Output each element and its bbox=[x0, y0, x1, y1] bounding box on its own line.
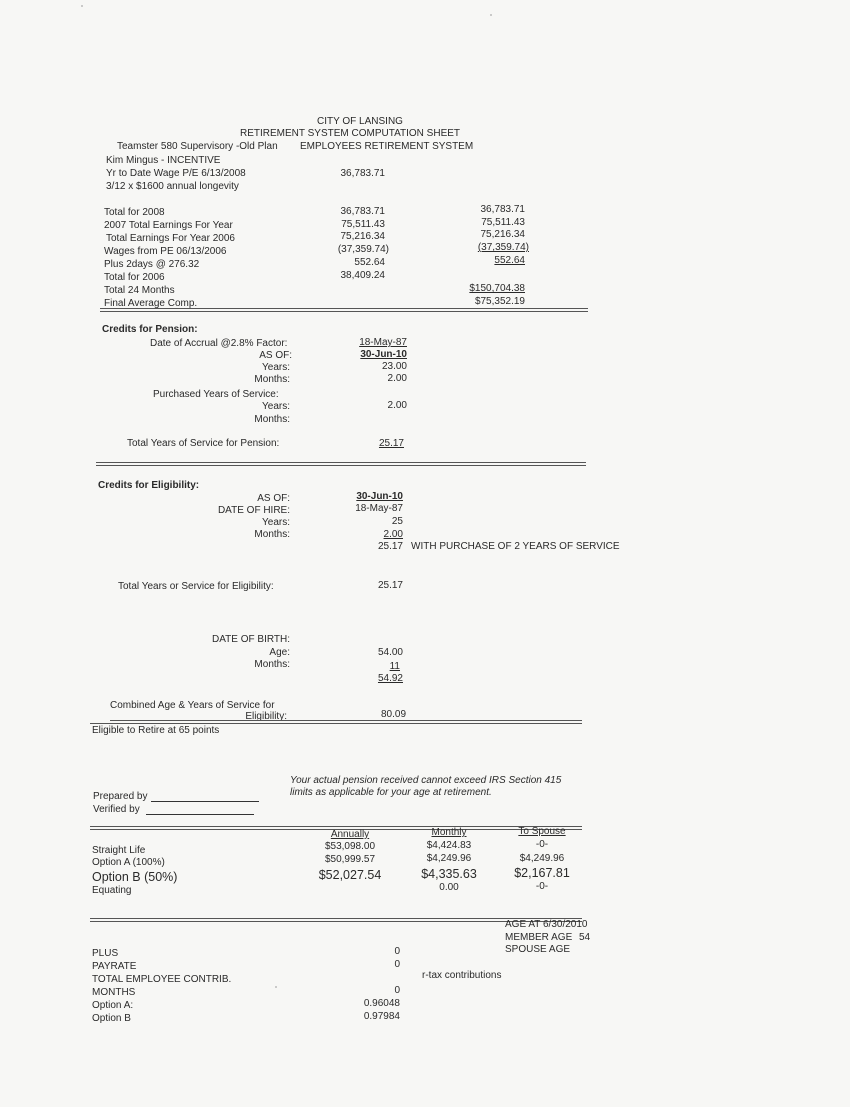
elig-total-label: Total Years or Service for Eligibility: bbox=[118, 581, 274, 592]
option-spouse: $2,167.81 bbox=[514, 866, 570, 880]
option-b-label: Option B bbox=[92, 1013, 131, 1024]
earnings-label: Total 24 Months bbox=[104, 285, 175, 296]
eligibility-section-title: Credits for Eligibility: bbox=[98, 480, 200, 491]
pension-asof-label: AS OF: bbox=[259, 350, 292, 361]
employee-contrib-label: TOTAL EMPLOYEE CONTRIB. bbox=[92, 974, 232, 985]
ytd-wage-value: 36,783.71 bbox=[340, 168, 385, 179]
sheet-title: RETIREMENT SYSTEM COMPUTATION SHEET bbox=[240, 128, 461, 139]
hire-date-value: 18-May-87 bbox=[355, 503, 403, 514]
option-label: Option B (50%) bbox=[92, 870, 178, 884]
accrual-label: Date of Accrual @2.8% Factor: bbox=[150, 338, 288, 349]
earnings-col1: (37,359.74) bbox=[337, 244, 389, 255]
plan-name: Teamster 580 Supervisory -Old Plan bbox=[117, 141, 278, 152]
scan-speck bbox=[490, 14, 492, 16]
earnings-label: Total for 2008 bbox=[104, 207, 165, 218]
elig-years-label: Years: bbox=[262, 517, 290, 528]
elig-asof-value: 30-Jun-10 bbox=[356, 491, 403, 502]
option-a-value: 0.96048 bbox=[363, 998, 400, 1009]
employee-name: Kim Mingus - INCENTIVE bbox=[106, 155, 221, 166]
prepared-by-line bbox=[151, 801, 259, 802]
monthly-header: Monthly bbox=[431, 827, 467, 838]
rtax-note: r-tax contributions bbox=[422, 970, 502, 981]
accrual-value: 18-May-87 bbox=[359, 337, 407, 348]
pension-total-value: 25.17 bbox=[378, 438, 404, 449]
city-title: CITY OF LANSING bbox=[317, 116, 403, 127]
system-name: EMPLOYEES RETIREMENT SYSTEM bbox=[300, 141, 474, 152]
option-monthly: $4,335.63 bbox=[421, 867, 477, 881]
earnings-col1: 75,511.43 bbox=[341, 219, 385, 230]
scan-speck bbox=[275, 986, 277, 988]
earnings-label: 2007 Total Earnings For Year bbox=[104, 220, 233, 231]
earnings-col2: 75,511.43 bbox=[481, 217, 525, 228]
payrate-value: 0 bbox=[394, 959, 400, 970]
annually-header: Annually bbox=[330, 829, 370, 840]
earnings-col2: $150,704.38 bbox=[469, 283, 525, 294]
member-age-label: MEMBER AGE bbox=[505, 932, 573, 943]
earnings-col2: (37,359.74) bbox=[477, 242, 529, 253]
elig-months-label: Months: bbox=[254, 529, 290, 540]
earnings-col1: 552.64 bbox=[354, 257, 385, 268]
prepared-by-label: Prepared by bbox=[93, 791, 148, 802]
longevity-note: 3/12 x $1600 annual longevity bbox=[106, 181, 239, 192]
age-value: 54.00 bbox=[377, 647, 403, 658]
option-annual: $53,098.00 bbox=[324, 841, 376, 852]
option-a-label: Option A: bbox=[92, 1000, 134, 1011]
option-monthly: $4,249.96 bbox=[426, 853, 472, 864]
purchased-service-label: Purchased Years of Service: bbox=[153, 389, 279, 400]
divider bbox=[96, 465, 586, 466]
final-average-label: Final Average Comp. bbox=[104, 298, 198, 309]
months-label: MONTHS bbox=[92, 987, 136, 998]
spouse-age-label: SPOUSE AGE bbox=[505, 944, 571, 955]
pension-asof-value: 30-Jun-10 bbox=[360, 349, 407, 360]
earnings-label: Total Earnings For Year 2006 bbox=[106, 233, 235, 244]
earnings-col1: 38,409.24 bbox=[340, 270, 385, 281]
divider bbox=[100, 311, 588, 312]
option-spouse: -0- bbox=[535, 881, 549, 892]
divider bbox=[96, 462, 586, 463]
combined-label-2: Eligibility: bbox=[245, 711, 287, 722]
combined-label: Combined Age & Years of Service for bbox=[110, 700, 275, 711]
option-b-value: 0.97984 bbox=[363, 1011, 400, 1022]
option-monthly: $4,424.83 bbox=[426, 840, 472, 851]
verified-by-label: Verified by bbox=[93, 804, 140, 815]
earnings-col1: 75,216.34 bbox=[340, 231, 385, 242]
elig-years-value: 25 bbox=[391, 516, 403, 527]
months-value: 0 bbox=[394, 985, 400, 996]
option-annual: $52,027.54 bbox=[318, 868, 382, 882]
irs-notice-line2: limits as applicable for your age at retirement. bbox=[290, 787, 492, 798]
earnings-label: Wages from PE 06/13/2006 bbox=[104, 246, 227, 257]
divider bbox=[100, 308, 588, 309]
purchase-note: WITH PURCHASE OF 2 YEARS OF SERVICE bbox=[411, 541, 620, 552]
elig-asof-label: AS OF: bbox=[257, 493, 290, 504]
divider bbox=[110, 720, 582, 721]
age-months-label: Months: bbox=[254, 659, 290, 670]
option-label: Option A (100%) bbox=[92, 857, 165, 868]
earnings-col2: 36,783.71 bbox=[480, 204, 525, 215]
plus-value: 0 bbox=[394, 946, 400, 957]
ytd-wage-label: Yr to Date Wage P/E 6/13/2008 bbox=[106, 168, 246, 179]
hire-date-label: DATE OF HIRE: bbox=[217, 505, 290, 516]
option-monthly: 0.00 bbox=[439, 882, 459, 893]
dob-label: DATE OF BIRTH: bbox=[212, 634, 290, 645]
elig-purchase-value: 25.17 bbox=[377, 541, 403, 552]
option-annual: $50,999.57 bbox=[324, 854, 376, 865]
elig-months-value: 2.00 bbox=[383, 529, 403, 540]
combined-value: 80.09 bbox=[381, 709, 407, 720]
pension-years-value: 23.00 bbox=[381, 361, 407, 372]
pension-months-label: Months: bbox=[254, 374, 290, 385]
age-at-label: AGE AT 6/30/2010 bbox=[505, 919, 588, 930]
verified-by-line bbox=[146, 814, 254, 815]
age-total-value: 54.92 bbox=[377, 673, 403, 684]
earnings-col2: 552.64 bbox=[494, 255, 525, 266]
member-age-value: 54 bbox=[579, 932, 591, 943]
option-label: Equating bbox=[92, 885, 132, 896]
irs-notice-line1: Your actual pension received cannot exceed IRS Section 415 bbox=[290, 775, 562, 786]
divider bbox=[90, 723, 582, 724]
eligible-note: Eligible to Retire at 65 points bbox=[92, 725, 220, 736]
option-spouse: $4,249.96 bbox=[519, 853, 565, 864]
earnings-label: Total for 2006 bbox=[104, 272, 165, 283]
age-months-value: 11 bbox=[389, 661, 400, 672]
plus-label: PLUS bbox=[92, 948, 119, 959]
elig-total-value: 25.17 bbox=[377, 580, 403, 591]
purchased-years-value: 2.00 bbox=[387, 400, 407, 411]
payrate-label: PAYRATE bbox=[92, 961, 137, 972]
final-average-value: $75,352.19 bbox=[474, 296, 525, 307]
earnings-col1: 36,783.71 bbox=[340, 206, 385, 217]
earnings-label: Plus 2days @ 276.32 bbox=[104, 259, 200, 270]
age-label: Age: bbox=[269, 647, 290, 658]
purchased-months-label: Months: bbox=[254, 414, 290, 425]
pension-section-title: Credits for Pension: bbox=[102, 324, 198, 335]
option-spouse: -0- bbox=[535, 839, 549, 850]
pension-years-label: Years: bbox=[262, 362, 290, 373]
option-label: Straight Life bbox=[92, 845, 146, 856]
scan-speck bbox=[81, 5, 83, 7]
pension-total-label: Total Years of Service for Pension: bbox=[127, 438, 280, 449]
pension-months-value: 2.00 bbox=[387, 373, 407, 384]
earnings-col2: 75,216.34 bbox=[480, 229, 525, 240]
to-spouse-header: To Spouse bbox=[518, 826, 566, 837]
purchased-years-label: Years: bbox=[262, 401, 290, 412]
